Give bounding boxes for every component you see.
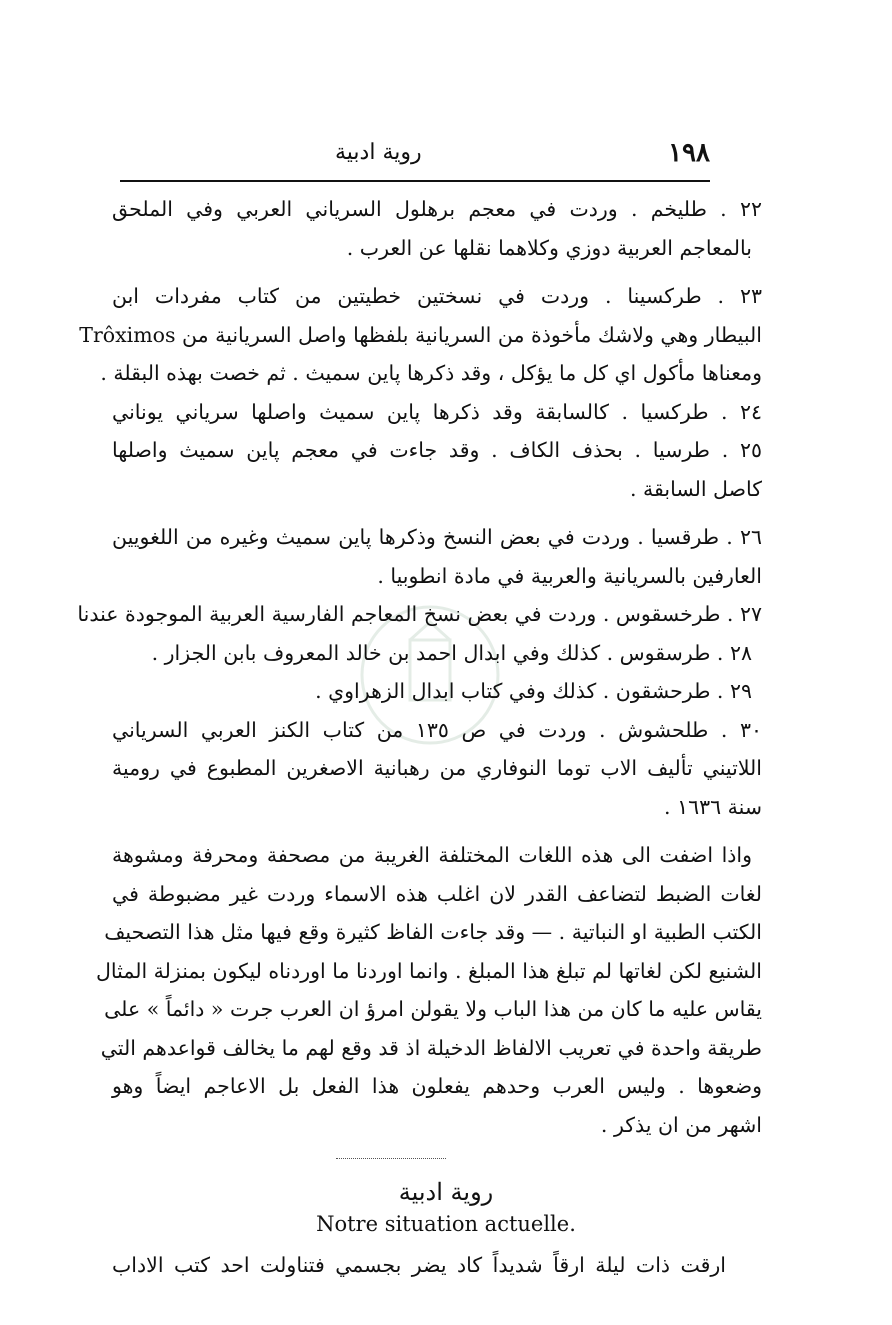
entry-24 [112,393,762,432]
section-first-line: ارقت ذات ليلة ارقاً شديداً كاد يضر بجسمي فتناولت احد كتب الاداب [112,1253,726,1277]
closing-paragraph [96,836,762,1144]
page-header [120,138,710,178]
text-line: العارفين بالسريانية والعربية في مادة انطوبيا . [377,563,762,588]
section-title: روية ادبية [398,1178,494,1206]
text-line: ٣٠ . طلحشوش . وردت في ص ١٣٥ من كتاب الكنز العربي السرياني [112,717,762,742]
text-line: الشنيع لكن لغاتها لم تبلغ هذا المبلغ . وانما اوردنا ما اوردناه ليكون بمنزلة المثال [96,958,762,983]
entry-28 [112,634,762,673]
text-line: لغات الضبط لتضاعف القدر لان اغلب هذه الاسماء وردت غير مضبوطة في [112,881,762,906]
text-line: ٢٩ . طرحشقون . كذلك وفي كتاب ابدال الزهراوي . [315,679,752,703]
entry-25 [112,431,762,508]
text-line: سنة ١٦٣٦ . [664,794,762,819]
entry-27 [77,595,762,634]
text-line: طريقة واحدة في تعريب الالفاظ الدخيلة اذ قد وقع لهم ما يخالف قواعدهم التي [100,1035,762,1060]
entry-22 [112,190,762,267]
text-line: اللاتيني تأليف الاب توما النوفاري من رهبانية الاصغرين المطبوع في رومية [112,756,762,780]
text-line: ٢٧ . طرخسقوس . وردت في بعض نسخ المعاجم الفارسية العربية الموجودة عندنا [77,602,762,626]
text-line: ٢٤ . طركسيا . كالسابقة وقد ذكرها پاين سميث واصلها سرياني يوناني [112,399,762,424]
page-number: ١٩٨ [668,138,710,168]
text-line: بالمعاجم العربية دوزي وكلاهما نقلها عن العرب . [346,235,752,260]
text-line: ٢٦ . طرقسيا . وردت في بعض النسخ وذكرها پاين سميث وغيره من اللغويين [112,525,762,549]
entry-26 [112,518,762,595]
page-body [77,190,762,1144]
text-line: ٢٣ . طركسينا . وردت في نسختين خطيتين من كتاب مفردات ابن [112,284,762,308]
text-line: الكتب الطبية او النباتية . — وقد جاءت الفاظ كثيرة وقع فيها مثل هذا التصحيف [104,920,762,944]
entry-23 [79,277,762,393]
text-line: وضعوها . وليس العرب وحدهم يفعلون هذا الفعل بل الاعاجم ايضاً وهو [112,1074,762,1098]
text-line: كاصل السابقة . [629,476,762,501]
entry-30 [112,711,762,827]
text-line: ٢٨ . طرسقوس . كذلك وفي ابدال احمد بن خالد المعروف بابن الجزار . [151,640,752,665]
section-subtitle: Notre situation actuelle. [316,1212,576,1236]
header-rule [120,180,710,182]
text-line: ٢٥ . طرسيا . بحذف الكاف . وقد جاءت في معجم پاين سميث واصلها [112,438,762,462]
text-line: البيطار وهي ولاشك مأخوذة من السريانية بلفظها واصل السريانية من Trôximos [79,322,762,347]
text-line: يقاس عليه ما كان من هذا الباب ولا يقولن امرؤ ان العرب جرت « دائماً » على [104,997,762,1021]
text-line: ومعناها مأكول اي كل ما يؤكل ، وقد ذكرها پاين سميث . ثم خصت بهذه البقلة . [100,361,762,385]
text-line: واذا اضفت الى هذه اللغات المختلفة الغريبة من مصحفة ومحرفة ومشوهة [112,843,752,867]
entry-29 [112,672,762,711]
text-line: اشهر من ان يذكر . [600,1112,762,1137]
section-divider [336,1158,446,1159]
running-title: روية ادبية [335,140,422,165]
text-line: ٢٢ . طليخم . وردت في معجم برهلول السرياني العربي وفي الملحق [112,197,762,221]
